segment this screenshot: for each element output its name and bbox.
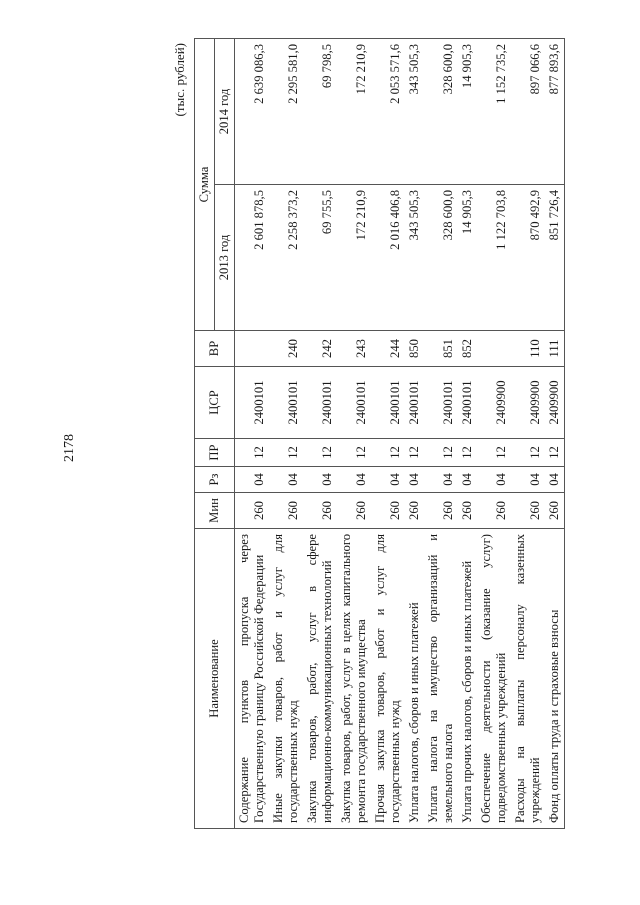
row-pr-cell: 12	[235, 439, 270, 467]
header-min: Мин	[195, 493, 235, 529]
row-vr-cell: 110	[511, 331, 545, 367]
row-name-cell: Прочая закупка товаров, работ и услуг для государственных нужд	[371, 529, 405, 829]
row-vr-cell: 242	[303, 331, 337, 367]
header-csr: ЦСР	[195, 367, 235, 439]
row-sum-2013-cell: 172 210,9	[337, 185, 371, 331]
row-sum-2013-cell: 343 505,3	[405, 185, 424, 331]
table-row	[458, 38, 477, 828]
row-csr-cell: 2400101	[424, 367, 458, 439]
header-sum: Сумма	[195, 38, 215, 330]
row-pr-cell: 12	[337, 439, 371, 467]
header-name: Наименование	[195, 529, 235, 829]
row-sum-2014-cell: 14 905,3	[458, 38, 477, 184]
row-name-cell: Содержание пунктов пропуска через Государственную границу Российской Федерации	[235, 529, 270, 829]
row-rz-cell: 04	[405, 467, 424, 493]
page-number: 2178	[62, 434, 77, 462]
row-rz-cell: 04	[424, 467, 458, 493]
row-rz-cell: 04	[477, 467, 511, 493]
row-sum-2014-cell: 69 798,5	[303, 38, 337, 184]
row-min-cell: 260	[337, 493, 371, 529]
row-csr-cell: 2400101	[371, 367, 405, 439]
row-sum-2013-cell: 69 755,5	[303, 185, 337, 331]
row-vr-cell: 240	[269, 331, 303, 367]
row-name-cell: Обеспечение деятельности (оказание услуг) подведомственных учреждений	[477, 529, 511, 829]
row-name-cell: Расходы на выплаты персоналу казенных учреждений	[511, 529, 545, 829]
header-year-2013: 2013 год	[215, 185, 235, 331]
row-name-cell: Закупка товаров, работ, услуг в сфере информационно-коммуникационных технологий	[303, 529, 337, 829]
row-sum-2013-cell: 2 258 373,2	[269, 185, 303, 331]
row-sum-2014-cell: 2 295 581,0	[269, 38, 303, 184]
row-min-cell: 260	[477, 493, 511, 529]
row-vr-cell: 111	[545, 331, 565, 367]
row-vr-cell: 244	[371, 331, 405, 367]
row-sum-2014-cell: 328 600,0	[424, 38, 458, 184]
row-min-cell: 260	[405, 493, 424, 529]
row-sum-2013-cell: 870 492,9	[511, 185, 545, 331]
row-pr-cell: 12	[458, 439, 477, 467]
table-row	[303, 38, 337, 828]
table-row	[545, 38, 565, 828]
row-csr-cell: 2400101	[269, 367, 303, 439]
row-pr-cell: 12	[405, 439, 424, 467]
row-name-cell: Уплата налогов, сборов и иных платежей	[405, 529, 424, 829]
row-min-cell: 260	[511, 493, 545, 529]
row-min-cell: 260	[269, 493, 303, 529]
row-sum-2014-cell: 343 505,3	[405, 38, 424, 184]
header-year-2014: 2014 год	[215, 38, 235, 184]
row-vr-cell: 850	[405, 331, 424, 367]
row-name-cell: Уплата прочих налогов, сборов и иных платежей	[458, 529, 477, 829]
row-min-cell: 260	[458, 493, 477, 529]
row-rz-cell: 04	[269, 467, 303, 493]
row-sum-2014-cell: 2 639 086,3	[235, 38, 270, 184]
row-rz-cell: 04	[511, 467, 545, 493]
row-sum-2014-cell: 2 053 571,6	[371, 38, 405, 184]
table-row	[477, 38, 511, 828]
row-sum-2013-cell: 328 600,0	[424, 185, 458, 331]
row-name-cell: Закупка товаров, работ, услуг в целях капитального ремонта государственного имущества	[337, 529, 371, 829]
table-row	[235, 38, 270, 828]
row-pr-cell: 12	[477, 439, 511, 467]
row-sum-2013-cell: 14 905,3	[458, 185, 477, 331]
table-row	[424, 38, 458, 828]
row-csr-cell: 2400101	[458, 367, 477, 439]
row-sum-2013-cell: 851 726,4	[545, 185, 565, 331]
row-min-cell: 260	[303, 493, 337, 529]
row-vr-cell: 852	[458, 331, 477, 367]
row-rz-cell: 04	[371, 467, 405, 493]
row-pr-cell: 12	[371, 439, 405, 467]
row-pr-cell: 12	[269, 439, 303, 467]
row-min-cell: 260	[424, 493, 458, 529]
row-min-cell: 260	[545, 493, 565, 529]
table-row	[371, 38, 405, 828]
row-name-cell: Фонд оплаты труда и страховые взносы	[545, 529, 565, 829]
row-pr-cell: 12	[424, 439, 458, 467]
row-rz-cell: 04	[337, 467, 371, 493]
row-sum-2013-cell: 2 601 878,5	[235, 185, 270, 331]
rotated-table-frame	[170, 39, 608, 829]
row-name-cell: Уплата налога на имущество организаций и земельного налога	[424, 529, 458, 829]
row-csr-cell: 2409900	[511, 367, 545, 439]
row-pr-cell: 12	[303, 439, 337, 467]
table-row	[269, 38, 303, 828]
row-name-cell: Иные закупки товаров, работ и услуг для государственных нужд	[269, 529, 303, 829]
table-row	[511, 38, 545, 828]
row-csr-cell: 2400101	[235, 367, 270, 439]
row-pr-cell: 12	[545, 439, 565, 467]
row-sum-2014-cell: 1 152 735,2	[477, 38, 511, 184]
row-csr-cell: 2409900	[477, 367, 511, 439]
row-sum-2014-cell: 897 066,6	[511, 38, 545, 184]
row-sum-2013-cell: 2 016 406,8	[371, 185, 405, 331]
row-sum-2013-cell: 1 122 703,8	[477, 185, 511, 331]
row-vr-cell	[477, 331, 511, 367]
header-vr: ВР	[195, 331, 235, 367]
row-csr-cell: 2400101	[337, 367, 371, 439]
row-min-cell: 260	[235, 493, 270, 529]
table-row	[337, 38, 371, 828]
row-vr-cell: 243	[337, 331, 371, 367]
row-csr-cell: 2409900	[545, 367, 565, 439]
row-sum-2014-cell: 877 893,6	[545, 38, 565, 184]
budget-table	[194, 38, 565, 829]
header-pr: ПР	[195, 439, 235, 467]
row-min-cell: 260	[371, 493, 405, 529]
header-rz: Рз	[195, 467, 235, 493]
row-csr-cell: 2400101	[303, 367, 337, 439]
row-vr-cell	[235, 331, 270, 367]
row-sum-2014-cell: 172 210,9	[337, 38, 371, 184]
row-rz-cell: 04	[545, 467, 565, 493]
row-rz-cell: 04	[235, 467, 270, 493]
units-label: (тыс. рублей)	[172, 43, 187, 117]
row-vr-cell: 851	[424, 331, 458, 367]
row-pr-cell: 12	[511, 439, 545, 467]
row-rz-cell: 04	[458, 467, 477, 493]
table-row	[405, 38, 424, 828]
row-csr-cell: 2400101	[405, 367, 424, 439]
row-rz-cell: 04	[303, 467, 337, 493]
